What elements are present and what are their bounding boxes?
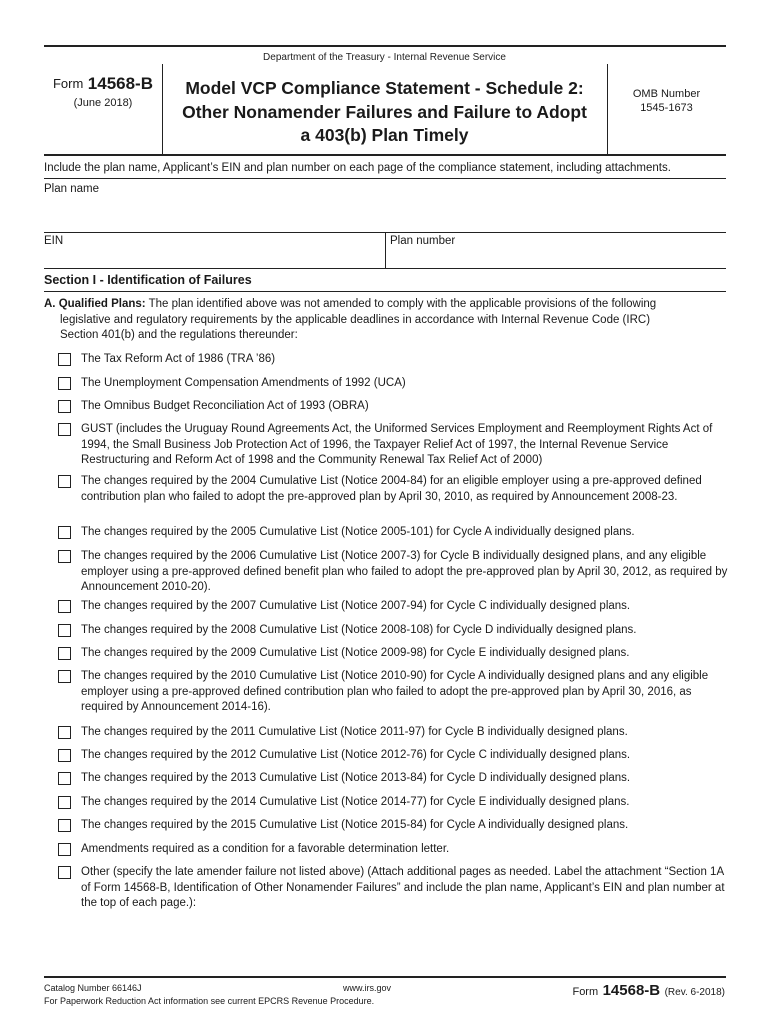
- omb-box: [607, 87, 726, 115]
- checkbox[interactable]: [58, 423, 71, 436]
- form-title-line: a 403(b) Plan Timely: [300, 125, 469, 145]
- checklist-item-label: The changes required by the 2015 Cumulative List (Notice 2015-84) for Cycle A individually designed plans.: [81, 819, 629, 831]
- checkbox[interactable]: [58, 400, 71, 413]
- checkbox[interactable]: [58, 726, 71, 739]
- checklist-item-label: The changes required by the 2012 Cumulative List (Notice 2012-76) for Cycle C individually designed plans.: [81, 749, 631, 761]
- checkbox[interactable]: [58, 670, 71, 683]
- section-rule: [44, 291, 726, 292]
- checklist-item-label: The changes required by the 2010 Cumulative List (Notice 2010-90) for Cycle A individually designed plans and any eligible employer using a pre-approved defined contribution plan who failed to adopt the pre-approved plan by April 30, 2016, as required by Announcement 2014-16).: [81, 670, 709, 713]
- form-title: [162, 77, 607, 148]
- section-intro: [44, 297, 730, 344]
- checklist-item-label: The changes required by the 2011 Cumulative List (Notice 2011-97) for Cycle B individually designed plans.: [81, 726, 628, 738]
- checkbox[interactable]: [58, 624, 71, 637]
- intro-lead: A. Qualified Plans:: [44, 298, 146, 310]
- footer-form-number: 14568-B: [602, 982, 661, 999]
- ein-label: EIN: [44, 235, 64, 247]
- footer-form-id: [572, 982, 725, 1000]
- checklist-item-label: Amendments required as a condition for a favorable determination letter.: [81, 843, 450, 855]
- intro-line: Section 401(b) and the regulations thereunder:: [60, 329, 298, 341]
- catalog-number: Catalog Number 66146J: [44, 983, 142, 993]
- footer-revision: (Rev. 6-2018): [664, 987, 725, 998]
- checkbox[interactable]: [58, 772, 71, 785]
- ein-divider: [385, 232, 386, 269]
- checklist-item-label: The changes required by the 2004 Cumulative List (Notice 2004-84) for an eligible employer using a pre-approved defined contribution plan who failed to adopt the pre-approved plan by April 30, 2010, as required by Announcement 2008-23.: [81, 475, 702, 503]
- instruction-rule: [44, 178, 726, 179]
- checkbox[interactable]: [58, 749, 71, 762]
- checklist-item-label: Other (specify the late amender failure not listed above) (Attach additional pages as needed. Label the attachment “Section 1A of Form 14568-B, Identification of Other Nonamender Failures” and include the plan name, Applicant’s EIN and plan number at the top of each page.):: [81, 866, 725, 909]
- top-rule: [44, 45, 726, 47]
- intro-line: The plan identified above was not amended to comply with the applicable provisions of the following: [148, 298, 657, 310]
- checklist-item-label: The Tax Reform Act of 1986 (TRA ’86): [81, 353, 276, 365]
- plan-name-label: Plan name: [44, 183, 99, 195]
- checkbox[interactable]: [58, 526, 71, 539]
- plan-number-label: Plan number: [390, 235, 456, 247]
- checklist-item-label: The Omnibus Budget Reconciliation Act of 1993 (OBRA): [81, 400, 369, 412]
- checkbox[interactable]: [58, 647, 71, 660]
- form-identifier: [44, 74, 162, 109]
- form-title-line: Model VCP Compliance Statement - Schedule 2:: [185, 78, 584, 98]
- checkbox[interactable]: [58, 600, 71, 613]
- checkbox[interactable]: [58, 353, 71, 366]
- department-line: Department of the Treasury - Internal Revenue Service: [263, 52, 506, 63]
- header-bottom-rule: [44, 154, 726, 156]
- checkbox[interactable]: [58, 377, 71, 390]
- footer-rule: [44, 976, 726, 978]
- checklist-item-label: GUST (includes the Uruguay Round Agreements Act, the Uniformed Services Employment and Reemployment Rights Act of 1994, the Small Business Job Protection Act of 1996, the Taxpayer Relief Act of 1997, the Internal Revenue Service Restructuring and Reform Act of 1998 and the Community Renewal Tax Relief Act of 2000): [81, 423, 713, 466]
- checkbox[interactable]: [58, 550, 71, 563]
- form-number: 14568-B: [87, 74, 153, 93]
- form-date: (June 2018): [73, 97, 133, 109]
- irs-website: www.irs.gov: [343, 983, 392, 993]
- paperwork-notice: For Paperwork Reduction Act information see current EPCRS Revenue Procedure.: [44, 996, 375, 1006]
- checklist-item-label: The changes required by the 2007 Cumulative List (Notice 2007-94) for Cycle C individually designed plans.: [81, 600, 631, 612]
- omb-label: OMB Number: [632, 88, 701, 100]
- form-title-line: Other Nonamender Failures and Failure to Adopt: [182, 101, 587, 122]
- omb-number: 1545-1673: [640, 102, 693, 114]
- instruction-text: Include the plan name, Applicant’s EIN and plan number on each page of the compliance statement, including attachments.: [44, 162, 671, 174]
- checklist-item-label: The changes required by the 2014 Cumulative List (Notice 2014-77) for Cycle E individually designed plans.: [81, 796, 630, 808]
- checkbox[interactable]: [58, 796, 71, 809]
- checklist-item-label: The changes required by the 2006 Cumulative List (Notice 2007-3) for Cycle B individually designed plans, and any eligible employer using a pre-approved defined benefit plan who failed to adopt the pre-approved plan by April 30, 2012, as required by Announcement 2010-20).: [81, 550, 728, 593]
- checkbox[interactable]: [58, 819, 71, 832]
- checkbox[interactable]: [58, 843, 71, 856]
- checklist-item-label: The changes required by the 2013 Cumulative List (Notice 2013-84) for Cycle D individually designed plans.: [81, 772, 631, 784]
- ein-plan-number-field-rule[interactable]: [44, 268, 726, 269]
- checklist-item-label: The changes required by the 2008 Cumulative List (Notice 2008-108) for Cycle D individually designed plans.: [81, 624, 637, 636]
- checkbox[interactable]: [58, 866, 71, 879]
- intro-line: legislative and regulatory requirements by the applicable deadlines in accordance with Internal Revenue Code (IRC): [60, 313, 651, 326]
- checklist-item-label: The changes required by the 2005 Cumulative List (Notice 2005-101) for Cycle A individually designed plans.: [81, 526, 635, 538]
- checklist-item-label: The changes required by the 2009 Cumulative List (Notice 2009-98) for Cycle E individually designed plans.: [81, 647, 630, 659]
- checklist-item-label: The Unemployment Compensation Amendments of 1992 (UCA): [81, 377, 406, 389]
- checkbox[interactable]: [58, 475, 71, 488]
- form-word: Form: [52, 76, 84, 91]
- footer-form-word: Form: [572, 986, 599, 998]
- section-title: Section I - Identification of Failures: [44, 273, 252, 287]
